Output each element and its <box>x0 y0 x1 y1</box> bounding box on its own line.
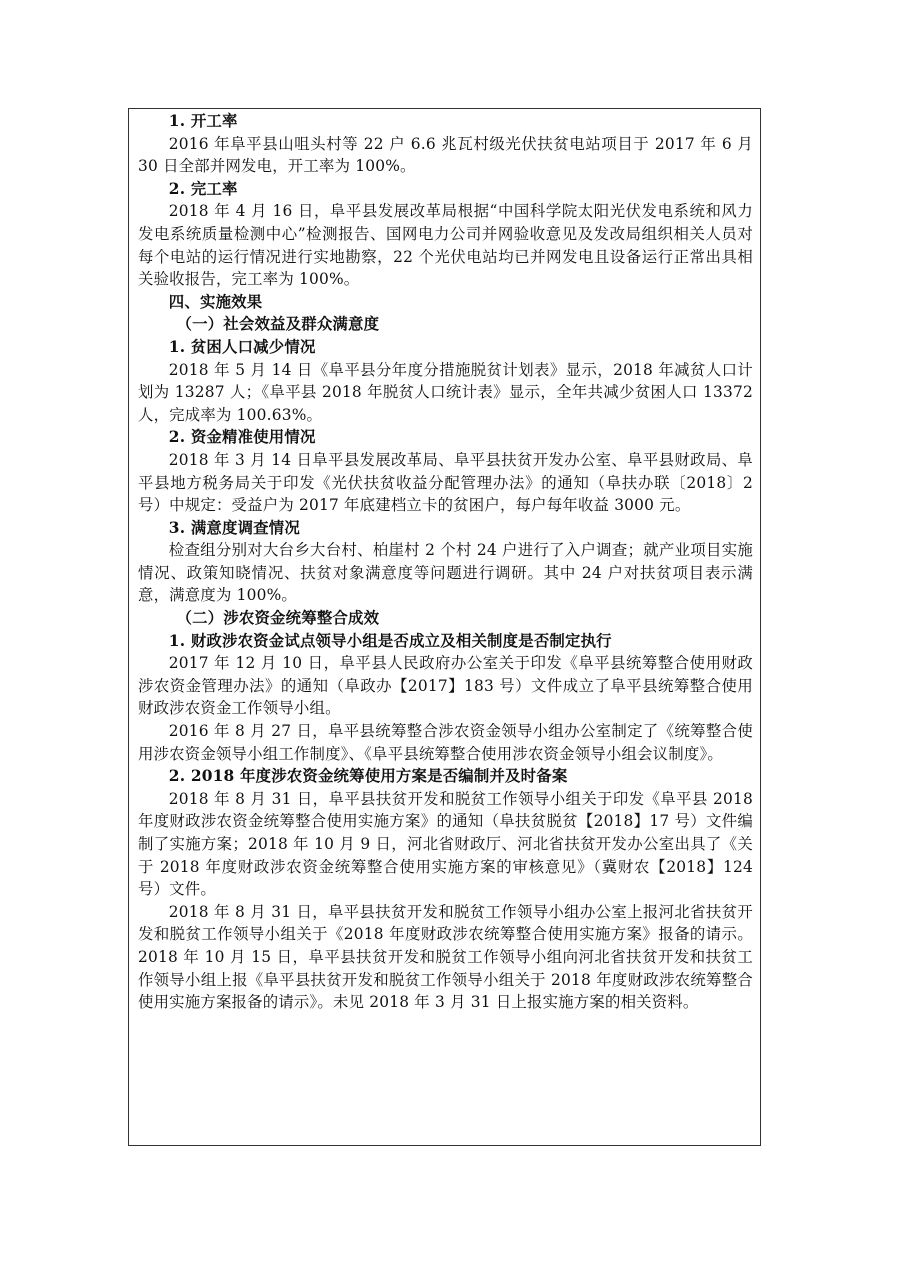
section-heading: 1. 贫困人口减少情况 <box>168 337 316 356</box>
body-paragraph: 2018 年 3 月 14 日阜平县发展改革局、阜平县扶贫开发办公室、阜平县财政局、阜平县地方税务局关于印发《光伏扶贫收益分配管理办法》的通知（阜扶办联〔2018〕2 号）中规定：受益户为 2017 年底建档立卡的贫困户，每户每年收益 3000 元。 <box>138 450 753 515</box>
subsection-heading: （二）涉农资金统筹整合成效 <box>176 609 380 628</box>
body-paragraph: 2016 年阜平县山咀头村等 22 户 6.6 兆瓦村级光伏扶贫电站项目于 2017 年 6 月 30 日全部并网发电，开工率为 100%。 <box>138 134 753 176</box>
section-heading: 1. 财政涉农资金试点领导小组是否成立及相关制度是否制定执行 <box>168 631 612 650</box>
section-heading: 2. 资金精准使用情况 <box>168 428 316 447</box>
body-paragraph: 2017 年 12 月 10 日，阜平县人民政府办公室关于印发《阜平县统筹整合使用财政涉农资金管理办法》的通知（阜政办【2017】183 号）文件成立了阜平县统筹整合使用财政涉农资金工作领导小组。 <box>138 654 753 718</box>
section-heading: 3. 满意度调查情况 <box>168 518 300 537</box>
body-paragraph: 2018 年 8 月 31 日，阜平县扶贫开发和脱贫工作领导小组关于印发《阜平县 2018 年度财政涉农资金统筹整合使用实施方案》的通知（阜扶贫脱贫【2018】17 号）文件编制了实施方案；2018 年 10 月 9 日，河北省财政厅、河北省扶贫开发办公室出具了《关于 2018 年度财政涉农资金统筹整合使用实施方案的审核意见》（冀财农【2018】124 号）文件。 <box>138 789 753 899</box>
subsection-heading: （一）社会效益及群众满意度 <box>176 315 380 334</box>
chapter-heading: 四、实施效果 <box>168 292 263 311</box>
body-paragraph: 2018 年 8 月 31 日，阜平县扶贫开发和脱贫工作领导小组办公室上报河北省扶贫开发和脱贫工作领导小组关于《2018 年度财政涉农统筹整合使用实施方案》报备的请示。2018 年 10 月 15 日，阜平县扶贫开发和脱贫工作领导小组向河北省扶贫开发和扶贫工作领导小组上报《阜平县扶贫开发和脱贫工作领导小组关于 2018 年度财政涉农统筹整合使用实施方案报备的请示》。未见 2018 年 3 月 31 日上报实施方案的相关资料。 <box>138 902 753 1012</box>
section-heading: 2. 2018 年度涉农资金统筹使用方案是否编制并及时备案 <box>168 767 568 786</box>
body-paragraph: 2018 年 4 月 16 日，阜平县发展改革局根据“中国科学院太阳光伏发电系统和风力发电系统质量检测中心”检测报告、国网电力公司并网验收意见及发改局组织相关人员对每个电站的运行情况进行实地勘察，22 个光伏电站均已并网发电且设备运行正常出具相关验收报告，完工率为 100%。 <box>138 202 753 289</box>
section-heading: 1. 开工率 <box>168 112 238 130</box>
body-paragraph: 2016 年 8 月 27 日，阜平县统筹整合涉农资金领导小组办公室制定了《统筹整合使用涉农资金领导小组工作制度》、《阜平县统筹整合使用涉农资金领导小组会议制度》。 <box>138 722 753 763</box>
section-heading: 2. 完工率 <box>168 179 238 198</box>
body-paragraph: 2018 年 5 月 14 日《阜平县分年度分措施脱贫计划表》显示，2018 年减贫人口计划为 13287 人；《阜平县 2018 年脱贫人口统计表》显示，全年共减少贫困人口 13372 人，完成率为 100.63%。 <box>138 360 753 424</box>
document-body <box>138 110 753 1014</box>
body-paragraph: 检查组分别对大台乡大台村、柏崖村 2 个村 24 户进行了入户调查；就产业项目实施情况、政策知晓情况、扶贫对象满意度等问题进行调研。其中 24 户对扶贫项目表示满意，满意度为 100%。 <box>138 541 753 605</box>
